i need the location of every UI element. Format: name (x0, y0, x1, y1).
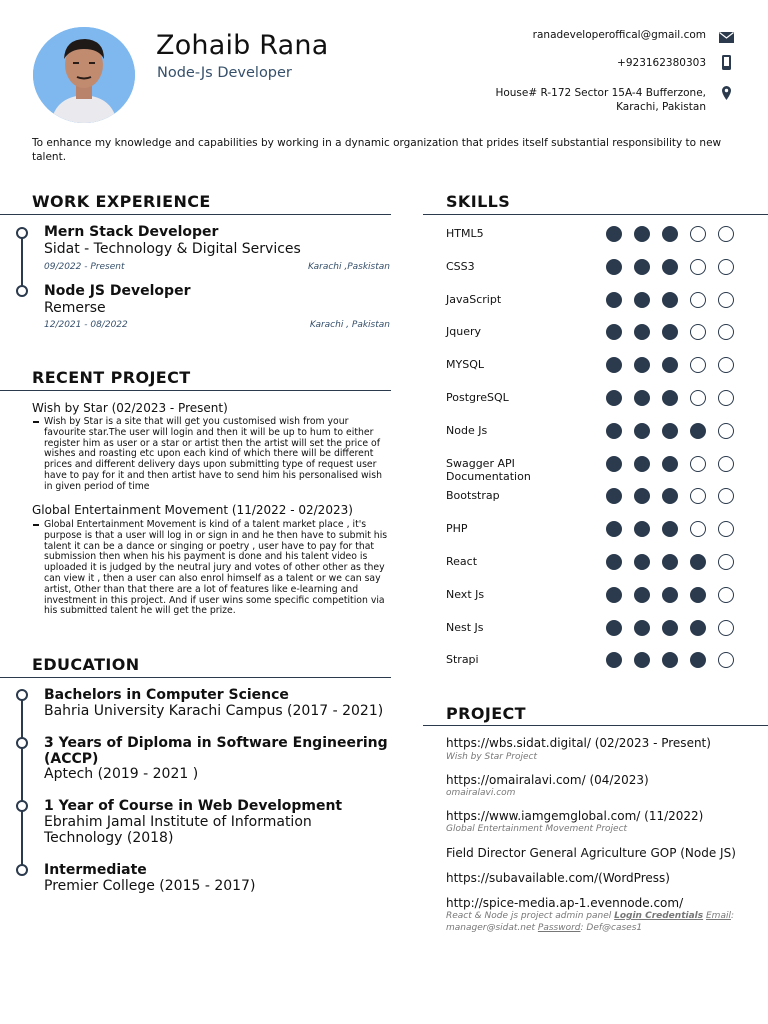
project-credentials-note (446, 911, 736, 934)
rating-dot-filled (606, 259, 622, 275)
rating-dot-filled (606, 620, 622, 636)
skill-rating (606, 587, 734, 603)
job-company: Sidat - Technology & Digital Services (44, 241, 301, 257)
rating-dot-filled (634, 423, 650, 439)
skill-rating (606, 357, 734, 373)
rating-dot-empty (718, 456, 734, 472)
profile-photo (33, 27, 135, 123)
job-title: Mern Stack Developer (44, 224, 219, 240)
education-title: Intermediate (44, 862, 147, 878)
recent-project-title: Global Entertainment Movement (11/2022 - 02/2023) (32, 503, 353, 517)
list-dash (33, 524, 39, 526)
rating-dot-filled (606, 423, 622, 439)
rating-dot-empty (718, 587, 734, 603)
email-label: Email (705, 911, 731, 921)
project-heading: PROJECT (446, 704, 526, 723)
skill-rating (606, 324, 734, 340)
candidate-name: Zohaib Rana (156, 30, 329, 61)
location-pin-icon (722, 85, 731, 104)
project-link[interactable]: Field Director General Agriculture GOP (Node JS) (446, 846, 736, 860)
rating-dot-filled (606, 357, 622, 373)
rating-dot-filled (606, 587, 622, 603)
rating-dot-filled (606, 292, 622, 308)
skill-name: Jquery (446, 325, 481, 338)
job-dates: 12/2021 - 08/2022 (44, 320, 128, 330)
rating-dot-filled (662, 423, 678, 439)
skill-rating (606, 488, 734, 504)
rating-dot-empty (718, 259, 734, 275)
email-value: : manager@sidat.net (446, 911, 735, 933)
rating-dot-filled (690, 652, 706, 668)
skill-rating (606, 620, 734, 636)
rating-dot-filled (662, 456, 678, 472)
recent-project-description: Global Entertainment Movement is kind of a talent market place , it's purpose is that a user will log in or sign in and he then have to submit his talent it can be a dance or singing or poetry , user have to pay for that submission then when his his payment is done and his talent video is uploaded it is judged by the neutral jury and votes of other other as they can view it , then a user can also enrol himself as a talent or we can say artist, Other than that there are a lot of features like e-learning and investment in this project. And if user wins some specific competition via his submitted talent he will get the prize. (44, 519, 388, 617)
rating-dot-empty (690, 390, 706, 406)
address-line-1: House# R-172 Sector 15A-4 Bufferzone, (495, 87, 706, 99)
rating-dot-filled (690, 620, 706, 636)
rating-dot-filled (634, 587, 650, 603)
skill-rating (606, 652, 734, 668)
education-title: 1 Year of Course in Web Development (44, 798, 343, 814)
password-value: : Def@cases1 (580, 922, 643, 933)
list-dash (33, 421, 39, 423)
skill-rating (606, 423, 734, 439)
work-timeline-line (21, 235, 23, 289)
rating-dot-empty (690, 521, 706, 537)
contact-email[interactable]: ranadeveloperoffical@gmail.com (532, 29, 706, 41)
rating-dot-filled (634, 357, 650, 373)
rating-dot-empty (690, 292, 706, 308)
skill-rating (606, 259, 734, 275)
recent-project-title: Wish by Star (02/2023 - Present) (32, 401, 228, 415)
skill-name: PHP (446, 522, 468, 535)
skill-name: PostgreSQL (446, 391, 509, 404)
skill-name: CSS3 (446, 260, 475, 273)
work-divider (0, 214, 391, 215)
rating-dot-empty (718, 226, 734, 242)
rating-dot-empty (718, 488, 734, 504)
rating-dot-empty (718, 554, 734, 570)
timeline-dot (16, 800, 28, 812)
education-institution: Aptech (2019 - 2021 ) (44, 766, 199, 782)
work-experience-heading: WORK EXPERIENCE (32, 192, 211, 211)
rating-dot-filled (606, 456, 622, 472)
skill-name: HTML5 (446, 227, 484, 240)
rating-dot-empty (718, 521, 734, 537)
project-divider (423, 725, 768, 726)
rating-dot-filled (634, 259, 650, 275)
rating-dot-empty (718, 390, 734, 406)
job-location: Karachi ,Paskistan (308, 262, 390, 272)
skill-name: Bootstrap (446, 489, 500, 502)
skill-rating (606, 226, 734, 242)
recent-project-heading: RECENT PROJECT (32, 368, 191, 387)
rating-dot-filled (606, 521, 622, 537)
skill-name: React (446, 555, 478, 568)
rating-dot-filled (606, 488, 622, 504)
timeline-dot (16, 227, 28, 239)
project-link[interactable]: https://www.iamgemglobal.com/ (11/2022) (446, 809, 704, 823)
rating-dot-filled (662, 390, 678, 406)
rating-dot-empty (718, 423, 734, 439)
rating-dot-filled (690, 554, 706, 570)
rating-dot-empty (690, 259, 706, 275)
rating-dot-filled (662, 292, 678, 308)
rating-dot-filled (662, 554, 678, 570)
education-divider (0, 677, 391, 678)
rating-dot-filled (606, 390, 622, 406)
rating-dot-empty (690, 324, 706, 340)
rating-dot-filled (662, 488, 678, 504)
rating-dot-filled (606, 554, 622, 570)
skill-rating (606, 292, 734, 308)
skill-name: Swagger API Documentation (446, 457, 531, 483)
project-link[interactable]: https://wbs.sidat.digital/ (02/2023 - Present) (446, 736, 711, 750)
skill-name: Nest Js (446, 621, 484, 634)
skill-name: MYSQL (446, 358, 484, 371)
job-location: Karachi , Pakistan (309, 320, 390, 330)
rating-dot-empty (690, 488, 706, 504)
timeline-dot (16, 737, 28, 749)
rating-dot-filled (634, 620, 650, 636)
skill-rating (606, 390, 734, 406)
education-title: Bachelors in Computer Science (44, 687, 289, 703)
rating-dot-filled (690, 423, 706, 439)
rating-dot-filled (662, 620, 678, 636)
rating-dot-filled (634, 554, 650, 570)
job-title: Node JS Developer (44, 283, 191, 299)
contact-phone[interactable]: +923162380303 (617, 57, 706, 69)
rating-dot-empty (718, 620, 734, 636)
rating-dot-filled (634, 652, 650, 668)
recent-project-description: Wish by Star is a site that will get you customised wish from your favourite star.The user will login and then it will be up to hum to either register him as user or a star or artist then the artist will set the price of wishes and roasting etc upon each kind of which there will be different prices and different delivery days upon submitting type of request user have to pay for it and then artist have to send him his personalised wish in given period of time (44, 416, 382, 492)
rating-dot-empty (690, 456, 706, 472)
rating-dot-empty (690, 226, 706, 242)
project-note: Global Entertainment Movement Project (446, 824, 628, 834)
rating-dot-filled (634, 488, 650, 504)
rating-dot-filled (606, 652, 622, 668)
career-summary: To enhance my knowledge and capabilities by working in a dynamic organization that prides itself substantial responsibility to new talent. (32, 137, 722, 163)
project-link[interactable]: http://spice-media.ap-1.evennode.com/ (446, 896, 684, 910)
rating-dot-filled (662, 521, 678, 537)
timeline-dot (16, 689, 28, 701)
rating-dot-filled (634, 226, 650, 242)
education-timeline-line (21, 698, 23, 870)
phone-icon (722, 55, 731, 74)
rating-dot-filled (662, 324, 678, 340)
note-prefix: React & Node js project admin panel (446, 911, 615, 921)
rating-dot-filled (662, 587, 678, 603)
skill-rating (606, 521, 734, 537)
education-institution: Premier College (2015 - 2017) (44, 878, 256, 894)
education-title: 3 Years of Diploma in Software Engineering (ACCP) (44, 735, 388, 767)
password-label: Password (537, 922, 581, 933)
rating-dot-filled (634, 324, 650, 340)
rating-dot-filled (634, 456, 650, 472)
skill-name: JavaScript (446, 293, 502, 306)
candidate-role: Node-Js Developer (157, 65, 292, 81)
project-note: omairalavi.com (446, 788, 516, 798)
rating-dot-filled (662, 357, 678, 373)
education-institution: Ebrahim Jamal Institute of Information Technology (2018) (44, 814, 312, 846)
rating-dot-empty (718, 652, 734, 668)
rating-dot-empty (690, 357, 706, 373)
skills-divider (423, 214, 768, 215)
address-line-2: Karachi, Pakistan (616, 101, 706, 113)
project-link[interactable]: https://subavailable.com/(WordPress) (446, 871, 670, 885)
skill-name: Node Js (446, 424, 488, 437)
skill-rating (606, 554, 734, 570)
rating-dot-empty (718, 357, 734, 373)
education-heading: EDUCATION (32, 655, 140, 674)
rating-dot-filled (606, 324, 622, 340)
project-note: Wish by Star Project (446, 752, 538, 762)
skill-name: Next Js (446, 588, 485, 601)
skill-name: Strapi (446, 653, 479, 666)
rating-dot-filled (634, 521, 650, 537)
login-credentials-label: Login Credentials (614, 911, 704, 921)
rating-dot-filled (690, 587, 706, 603)
project-link[interactable]: https://omairalavi.com/ (04/2023) (446, 773, 649, 787)
mail-icon (719, 28, 734, 47)
contact-address (495, 86, 706, 114)
job-company: Remerse (44, 300, 106, 316)
job-dates: 09/2022 - Present (44, 262, 125, 272)
rating-dot-empty (718, 324, 734, 340)
rating-dot-filled (634, 292, 650, 308)
skill-rating (606, 456, 734, 472)
rating-dot-filled (606, 226, 622, 242)
rating-dot-filled (662, 259, 678, 275)
rating-dot-filled (662, 652, 678, 668)
rating-dot-filled (662, 226, 678, 242)
skills-heading: SKILLS (446, 192, 511, 211)
timeline-dot (16, 864, 28, 876)
timeline-dot (16, 285, 28, 297)
rating-dot-empty (718, 292, 734, 308)
rating-dot-filled (634, 390, 650, 406)
education-institution: Bahria University Karachi Campus (2017 - 2021) (44, 703, 384, 719)
recent-project-divider (0, 390, 391, 391)
